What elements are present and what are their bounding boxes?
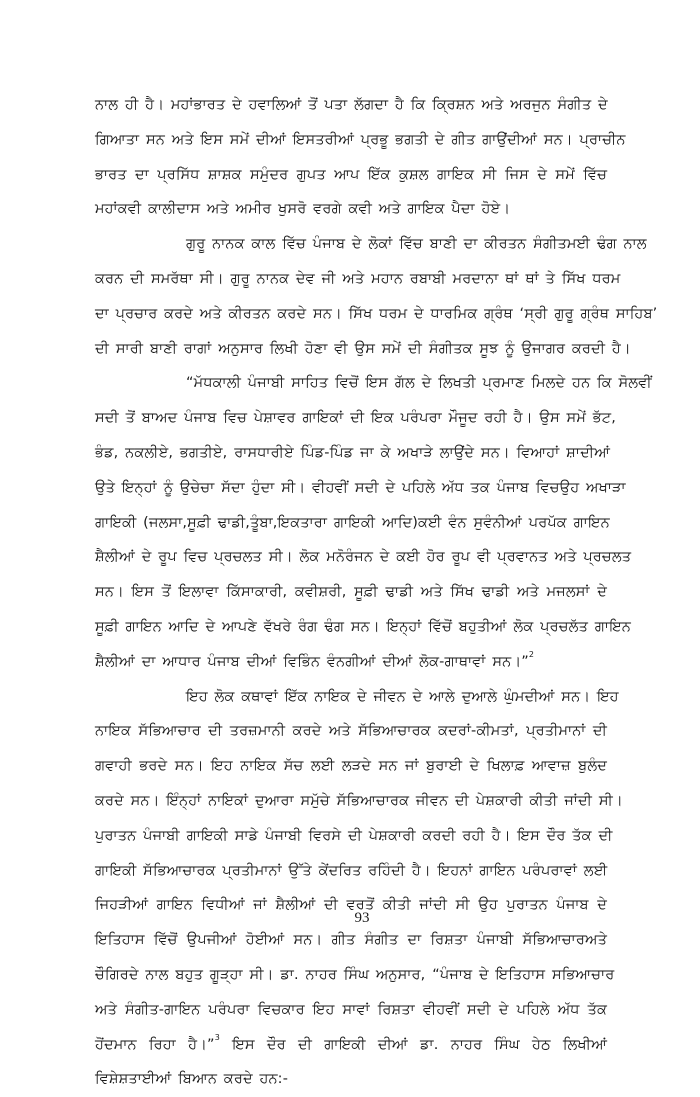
text-line: ਸਦੀ ਤੋਂ ਬਾਅਦ ਪੰਜਾਬ ਵਿਚ ਪੇਸ਼ਾਵਰ ਗਾਇਕਾਂ ਦੀ ਇਕ ਪਰੰਪਰਾ ਮੌਜੂਦ ਰਹੀ ਹੈ। ਉਸ ਸਮੇਂ ਭੱਟ, [95,410,617,427]
text-line-content: ਇਸ ਦੌਰ ਦੀ ਗਾਇਕੀ ਦੀਆਂ ਡਾ. ਨਾਹਰ ਸਿੰਘ ਹੇਠ ਲਿਖੀਆਂ [219,1036,607,1053]
text-line: ਕਰਨ ਦੀ ਸਮਰੱਥਾ ਸੀ। ਗੁਰੂ ਨਾਨਕ ਦੇਵ ਜੀ ਅਤੇ ਮਹਾਨ ਰਬਾਬੀ ਮਰਦਾਨਾ ਥਾਂ ਥਾਂ ਤੇ ਸਿੱਖ ਧਰਮ [95,270,621,287]
text-line: ਵਿਸ਼ੇਸ਼ਤਾਈਆਂ ਬਿਆਨ ਕਰਦੇ ਹਨ:- [95,1071,289,1088]
text-line: ਉਤੇ ਇਨ੍ਹਾਂ ਨੂੰ ਉਚੇਚਾ ਸੱਦਾ ਹੁੰਦਾ ਸੀ। ਵੀਹਵੀਂ ਸਦੀ ਦੇ ਪਹਿਲੇ ਅੱਧ ਤਕ ਪੰਜਾਬ ਵਿਚਉਹ ਅਖਾੜਾ [95,479,626,496]
text-line: ਗਵਾਹੀ ਭਰਦੇ ਸਨ। ਇਹ ਨਾਇਕ ਸੱਚ ਲਈ ਲੜਦੇ ਸਨ ਜਾਂ ਬੁਰਾਈ ਦੇ ਖਿਲਾਫ਼ ਆਵਾਜ਼ ਬੁਲੰਦ [95,758,607,775]
text-line [95,645,607,680]
text-line: ਪੁਰਾਤਨ ਪੰਜਾਬੀ ਗਾਇਕੀ ਸਾਡੇ ਪੰਜਾਬੀ ਵਿਰਸੇ ਦੀ ਪੇਸ਼ਕਾਰੀ ਕਰਦੀ ਰਹੀ ਹੈ। ਇਸ ਦੌਰ ਤੱਕ ਦੀ [95,827,613,844]
text-line: ਸਨ। ਇਸ ਤੋਂ ਇਲਾਵਾ ਕਿੱਸਾਕਾਰੀ, ਕਵੀਸ਼ਰੀ, ਸੂਫ਼ੀ ਢਾਡੀ ਅਤੇ ਸਿੱਖ ਢਾਡੀ ਅਤੇ ਮਜਲਸਾਂ ਦੇ [95,584,607,601]
text-line: ਗੁਰੂ ਨਾਨਕ ਕਾਲ ਵਿੱਚ ਪੰਜਾਬ ਦੇ ਲੋਕਾਂ ਵਿੱਚ ਬਾਣੀ ਦਾ ਕੀਰਤਨ ਸੰਗੀਤਮਈ ਢੰਗ ਨਾਲ [186,236,647,253]
text-line: ਗਾਇਕੀ (ਜਲਸਾ,ਸੂਫ਼ੀ ਢਾਡੀ,ਤੂੰਬਾ,ਇਕਤਾਰਾ ਗਾਇਕੀ ਆਦਿ)ਕਈ ਵੰਨ ਸੁਵੰਨੀਆਂ ਪਰਪੱਕ ਗਾਇਨ [95,514,610,531]
paragraph-2 [95,227,658,366]
text-line: ਨਾਲ ਹੀ ਹੈ। ਮਹਾਂਭਾਰਤ ਦੇ ਹਵਾਲਿਆਂ ਤੋਂ ਪਤਾ ਲੱਗਦਾ ਹੈ ਕਿ ਕ੍ਰਿਸ਼ਨ ਅਤੇ ਅਰਜੁਨ ਸੰਗੀਤ ਦੇ [95,97,608,113]
text-line: ਦੀ ਸਾਰੀ ਬਾਣੀ ਰਾਗਾਂ ਅਨੁਸਾਰ ਲਿਖੀ ਹੋਣਾ ਵੀ ਉਸ ਸਮੇਂ ਦੀ ਸੰਗੀਤਕ ਸੂਝ ਨੂੰ ਉਜਾਗਰ ਕਰਦੀ ਹੈ। [95,340,631,357]
footnote-marker: 2 [528,649,535,659]
text-line: ਭੰਡ, ਨਕਲੀਏ, ਭਗਤੀਏ, ਰਾਸਧਾਰੀਏ ਪਿੰਡ-ਪਿੰਡ ਜਾ ਕੇ ਅਖਾੜੇ ਲਾਉਂਦੇ ਸਨ। ਵਿਆਹਾਂ ਸ਼ਾਦੀਆਂ [95,444,611,461]
page-number: 93 [354,910,370,926]
text-line: ਇਹ ਲੋਕ ਕਥਾਵਾਂ ਇੱਕ ਨਾਇਕ ਦੇ ਜੀਵਨ ਦੇ ਆਲੇ ਦੁਆਲੇ ਘੁੰਮਦੀਆਂ ਸਨ। ਇਹ [186,688,619,705]
text-line: ਭਾਰਤ ਦਾ ਪ੍ਰਸਿੱਧ ਸ਼ਾਸ਼ਕ ਸਮੁੰਦਰ ਗੁਪਤ ਆਪ ਇੱਕ ਕੁਸ਼ਲ ਗਾਇਕ ਸੀ ਜਿਸ ਦੇ ਸਮੇਂ ਵਿੱਚ [95,166,607,183]
footnote-marker: 3 [214,1032,220,1042]
paragraph-1 [95,88,626,227]
text-line: ਇਤਿਹਾਸ ਵਿੱਚੋਂ ਉਪਜੀਆਂ ਹੋਈਆਂ ਸਨ। ਗੀਤ ਸੰਗੀਤ ਦਾ ਰਿਸ਼ਤਾ ਪੰਜਾਬੀ ਸੱਭਿਆਚਾਰਅਤੇ [95,932,607,949]
text-line: ਦਾ ਪ੍ਰਚਾਰ ਕਰਦੇ ਅਤੇ ਕੀਰਤਨ ਕਰਦੇ ਸਨ। ਸਿੱਖ ਧਰਮ ਦੇ ਧਾਰਮਿਕ ਗ੍ਰੰਥ ‘ਸ੍ਰੀ ਗੁਰੂ ਗ੍ਰੰਥ ਸਾਹਿਬ’ [95,305,658,322]
text-line-content: ਹੋਂਦਮਾਨ ਰਿਹਾ ਹੈ।” [95,1036,215,1053]
paragraph-3-quotation [95,366,652,679]
text-line: ਗਿਆਤਾ ਸਨ ਅਤੇ ਇਸ ਸਮੇਂ ਦੀਆਂ ਇਸਤਰੀਆਂ ਪ੍ਰਭੂ ਭਗਤੀ ਦੇ ਗੀਤ ਗਾਉਂਦੀਆਂ ਸਨ। ਪ੍ਰਾਚੀਨ [95,131,626,148]
paragraph-4 [95,680,623,1097]
text-line [95,1028,607,1063]
text-line: ਕਰਦੇ ਸਨ। ਇੰਨ੍ਹਾਂ ਨਾਇਕਾਂ ਦੁਆਰਾ ਸਮੁੱਚੇ ਸੱਭਿਆਚਾਰਕ ਜੀਵਨ ਦੀ ਪੇਸ਼ਕਾਰੀ ਕੀਤੀ ਜਾਂਦੀ ਸੀ। [95,792,623,809]
text-line-content: ਸ਼ੈਲੀਆਂ ਦਾ ਆਧਾਰ ਪੰਜਾਬ ਦੀਆਂ ਵਿਭਿੰਨ ਵੰਨਗੀਆਂ ਦੀਆਂ ਲੋਕ-ਗਾਥਾਵਾਂ ਸਨ।” [95,653,529,670]
document-page-body [95,88,658,1097]
text-line: ਮਹਾਂਕਵੀ ਕਾਲੀਦਾਸ ਅਤੇ ਅਮੀਰ ਖੁਸਰੋ ਵਰਗੇ ਕਵੀ ਅਤੇ ਗਾਇਕ ਪੈਦਾ ਹੋਏ। [95,201,511,218]
text-line: ਅਤੇ ਸੰਗੀਤ-ਗਾਇਨ ਪਰੰਪਰਾ ਵਿਚਕਾਰ ਇਹ ਸਾਵਾਂ ਰਿਸ਼ਤਾ ਵੀਹਵੀਂ ਸਦੀ ਦੇ ਪਹਿਲੇ ਅੱਧ ਤੱਕ [95,1001,607,1018]
text-line: ਚੌਗਿਰਦੇ ਨਾਲ ਬਹੁਤ ਗੂੜ੍ਹਾ ਸੀ। ਡਾ. ਨਾਹਰ ਸਿੰਘ ਅਨੁਸਾਰ, “ਪੰਜਾਬ ਦੇ ਇਤਿਹਾਸ ਸਭਿਆਚਾਰ [95,966,615,983]
text-line: ਜਿਹੜੀਆਂ ਗਾਇਨ ਵਿਧੀਆਂ ਜਾਂ ਸ਼ੈਲੀਆਂ ਦੀ ਵਰਤੋਂ ਕੀਤੀ ਜਾਂਦੀ ਸੀ ਉਹ ਪੁਰਾਤਨ ਪੰਜਾਬ ਦੇ [95,897,607,914]
text-line: ਨਾਇਕ ਸੱਭਿਆਚਾਰ ਦੀ ਤਰਜ਼ਮਾਨੀ ਕਰਦੇ ਅਤੇ ਸੱਭਿਆਚਾਰਕ ਕਦਰਾਂ-ਕੀਮਤਾਂ, ਪ੍ਰਤੀਮਾਨਾਂ ਦੀ [95,723,607,740]
text-line: ਸ਼ੈਲੀਆਂ ਦੇ ਰੂਪ ਵਿਚ ਪ੍ਰਚਲਤ ਸੀ। ਲੋਕ ਮਨੋਰੰਜਨ ਦੇ ਕਈ ਹੋਰ ਰੂਪ ਵੀ ਪ੍ਰਵਾਨਤ ਅਤੇ ਪ੍ਰਚਲਤ [95,549,632,566]
text-line: ਸੂਫ਼ੀ ਗਾਇਨ ਆਦਿ ਦੇ ਆਪਣੇ ਵੱਖਰੇ ਰੰਗ ਢੰਗ ਸਨ। ਇਨ੍ਹਾਂ ਵਿੱਚੋਂ ਬਹੁਤੀਆਂ ਲੋਕ ਪ੍ਰਚਲੱਤ ਗਾਇਨ [95,618,631,635]
text-line: “ਮੱਧਕਾਲੀ ਪੰਜਾਬੀ ਸਾਹਿਤ ਵਿਚੋਂ ਇਸ ਗੱਲ ਦੇ ਲਿਖਤੀ ਪ੍ਰਮਾਣ ਮਿਲਦੇ ਹਨ ਕਿ ਸੋਲਵੀਂ [186,375,652,392]
text-line: ਗਾਇਕੀ ਸੱਭਿਆਚਾਰਕ ਪ੍ਰਤੀਮਾਨਾਂ ਉੱਤੇ ਕੇਂਦਰਿਤ ਰਹਿੰਦੀ ਹੈ। ਇਹਨਾਂ ਗਾਇਨ ਪਰੰਪਰਾਵਾਂ ਲਈ [95,862,608,879]
